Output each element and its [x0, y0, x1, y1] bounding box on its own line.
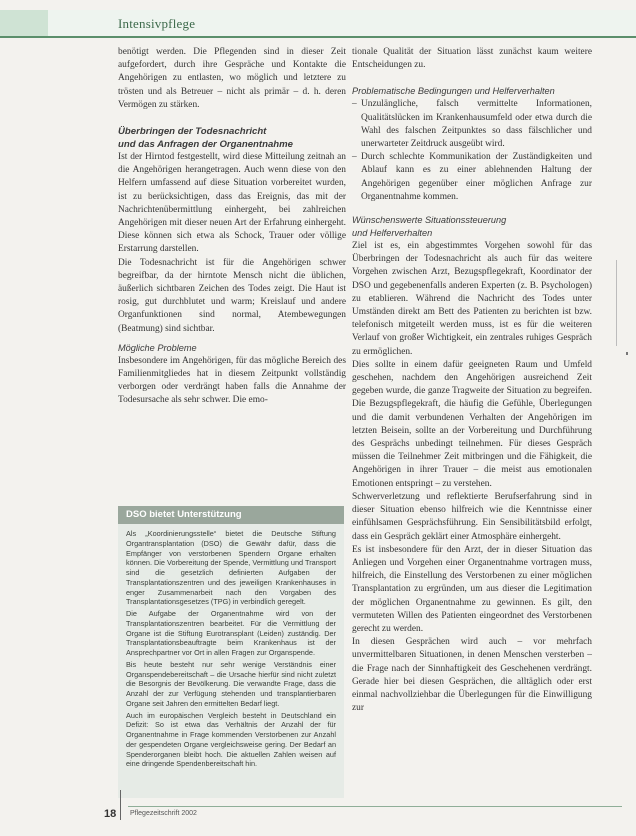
left-paragraph: Die Todesnachricht ist für die Angehörigen schwer begreifbar, da der hirntote Mensch nicht die üblichen, äußerlich sichtbaren Zeichen des Todes zeigt. Die Haut ist rosig, gut durchblutet und warm; Kreislauf und andere Organfunktionen sind normal, Atembewegungen (Beatmung) sind sichtbar.: [118, 257, 346, 334]
margin-tick: [626, 352, 628, 355]
footer-crop-line: [120, 790, 121, 820]
right-paragraph: Dies sollte in einem dafür geeigneten Raum und Umfeld geschehen, nachdem den Angehörigen ausreichend Zeit gegeben wurde, die ganze Tragweite der Situation zu begreifen. Die Bezugspflegekraft, die häufig die Gefühle, Überlegungen und die damit verbundenen Verhalten der Angehörigen im letzten Beisein, sollte an der Vorbereitung und Durchführung des Gesprächs unbedingt teilnehmen. Für dieses Gespräch müssen die Teilnehmer Zeit mitbringen und die Fähigkeit, die Angehörigen in ihrer Trauer – die meist aus emotionalen Emotionen entspringt – zu verstehen.: [352, 359, 592, 489]
section-title: Intensivpflege: [118, 16, 196, 31]
heading-line: und Helferverhalten: [352, 228, 433, 239]
dso-info-box: [118, 506, 344, 798]
info-box-paragraph: Die Aufgabe der Organentnahme wird von der Transplantationszentren bearbeitet. Für die Vermittlung der Organe ist die Stiftung Eurotransplant (Leiden) zuständig. Der Transplantationsbeauftragte beim Krankenhaus ist der Ansprechpartner vor Ort in allen Fragen zur Organspende.: [126, 609, 336, 657]
running-header: [0, 10, 636, 38]
info-box-paragraph: Als „Koordinierungsstelle“ bietet die Deutsche Stiftung Organtransplantation (DSO) die Gewähr dafür, dass die Empfänger von verstorbenen Spendern Organe erhalten können. Die Vorbereitung der Spende, Vermittlung und Transport sind die gesetzlich definierten Aufgaben der Transplantationszentren und des jeweiligen Krankenhauses in enger Zusammenarbeit nach den Vorgaben des Transplantationsgesetzes (TPG) in verbindlich geregelt.: [126, 529, 336, 607]
info-box-paragraph: Bis heute besteht nur sehr wenige Verständnis einer Organspendebereitschaft – die Ursache hierfür sind nicht zuletzt die Besorgnis der Bevölkerung. Die verwandte Frage, dass die Anzahl der zur Verfügung stehenden und transplantierbaren Organe seit Jahren den ermittelten Bedarf liegt.: [126, 659, 336, 708]
heading-possible-problems: Mögliche Probleme: [118, 342, 197, 353]
heading-line: Wünschenswerte Situationssteuerung: [352, 215, 507, 226]
right-column: [352, 46, 592, 715]
journal-name: Pflegezeitschrift 2002: [130, 810, 197, 817]
footer-rule: [128, 806, 622, 807]
margin-bracket: [616, 260, 628, 346]
bullet-item: – Durch schlechte Kommunikation der Zuständigkeiten und Ablauf kann es zu einer ablehnenden Haltung der Angehörigen gegenüber einer möglichen Anfrage zur Organentnahme kommen.: [352, 151, 592, 204]
left-paragraph: Insbesondere im Angehörigen, für das mögliche Bereich des Familienmitgliedes hat in diesem Zeitpunkt vollständig verborgen oder verdrängt haben falls die Annahme der Todesursache als sehr schwer. Die emo-: [118, 355, 346, 406]
info-box-body: [118, 524, 344, 776]
header-color-tab: [0, 10, 48, 36]
right-paragraph: Ziel ist es, ein abgestimmtes Vorgehen sowohl für das Überbringen der Todesnachricht als auch für das weitere Vorgehen zwischen Arzt, Bezugspflegekraft, Koordinator der DSO und gegebenenfalls anderen Experten (z. B. Psychologen) zu etablieren. Während die Nachricht des Todes unter Umständen direkt am Bett des Patienten zu berichten ist bzw. telefonisch mitgeteilt werden muss, ist es für die weiteren Verlauf von großer Wichtigkeit, ein zentrales ruhiges Gespräch zu ermöglichen.: [352, 241, 592, 357]
left-paragraph: Ist der Hirntod festgestellt, wird diese Mitteilung zeitnah an die Angehörigen herangetragen. Auch wenn diese von den Helfern umfassend auf diese Situation vorbereitet wurden, ist zu berücksichtigen, dass das Ereignis, das mit der Nachrichtenübermittlung einhergeht, bei zahlreichen Angehörigen mit dieser neuen Art der Erfahrung einhergeht. Diese können sich etwa als Schock, Trauer oder völlige Erstarrung darstellen.: [118, 152, 346, 255]
left-column: [118, 46, 346, 408]
bullet-item: – Unzulängliche, falsch vermittelte Informationen, Qualitätslücken im Krankenhausumfeld oder etwa durch die Wahl des falschen Zeitpunktes so dass fälschlicher und unerwarteter Zeitdruck ausgeübt wird.: [352, 98, 592, 151]
right-paragraph: In diesen Gesprächen wird auch – vor mehrfach unvermittelbaren Situationen, in denen Menschen versterben – die Frage nach der Sinnhaftigkeit des Geschehenen verdrängt. Gerade hier bei diesen Gesprächen, die alltäglich oder erst einmal nachvollziehbar die Überlegungen für die Einwilligung zur: [352, 637, 592, 714]
heading-line: Überbringen der Todesnachricht: [118, 126, 267, 138]
page-number: 18: [104, 808, 117, 820]
heading-problematic-conditions: Problematische Bedingungen und Helferverhalten: [352, 86, 555, 97]
heading-line: und das Anfragen der Organentnahme: [118, 139, 294, 151]
info-box-title: DSO bietet Unterstützung: [118, 506, 344, 524]
right-intro-paragraph: tionale Qualität der Situation lässt zunächst kaum weitere Entscheidungen zu.: [352, 47, 592, 71]
heading-desired-steering: [352, 214, 592, 240]
heading-death-notification: [118, 125, 346, 151]
left-intro-paragraph: benötigt werden. Die Pflegenden sind in dieser Zeit aufgefordert, durch ihre Gespräche und Kontakte die Angehörigen zu entlasten, wo möglich und letztere zu trösten und als Betreuer – nicht als primär – d. h. deren Vermögen zu stärken.: [118, 47, 346, 110]
right-paragraph: Es ist insbesondere für den Arzt, der in dieser Situation das Anliegen und Vorgehen einer Organentnahme vortragen muss, hilfreich, die Einstellung des Verstorbenen zu einer möglichen Transplantation zu ergründen, um aus dieser die Legitimation der möglichen Organentnahme zu gewinnen. Es gilt, den vermuteten Willen des Patienten eingeordnet des Verstorbenen gerecht zu werden.: [352, 544, 592, 634]
info-box-paragraph: Auch im europäischen Vergleich besteht in Deutschland ein Defizit: So ist etwa das Verhältnis der Anzahl der für Organentnahme in Frage kommenden Verstorbenen zur Anzahl der gespendeten Organe vergleichsweise gering. Der Bedarf an Spenderorganen bleibt hoch. Die aktuellen Zahlen weisen auf eine dringende Spendenbereitschaft hin.: [126, 710, 336, 769]
right-paragraph: Schwerverletzung und reflektierte Berufserfahrung sind in dieser Situation ebenso hilfreich wie die Kenntnisse einer einfühlsamen Gesprächsführung. Ein Sensibilitätsbild erfolgt, dass ein Gespräch geklärt einer Atmosphäre einhergeht.: [352, 491, 592, 542]
